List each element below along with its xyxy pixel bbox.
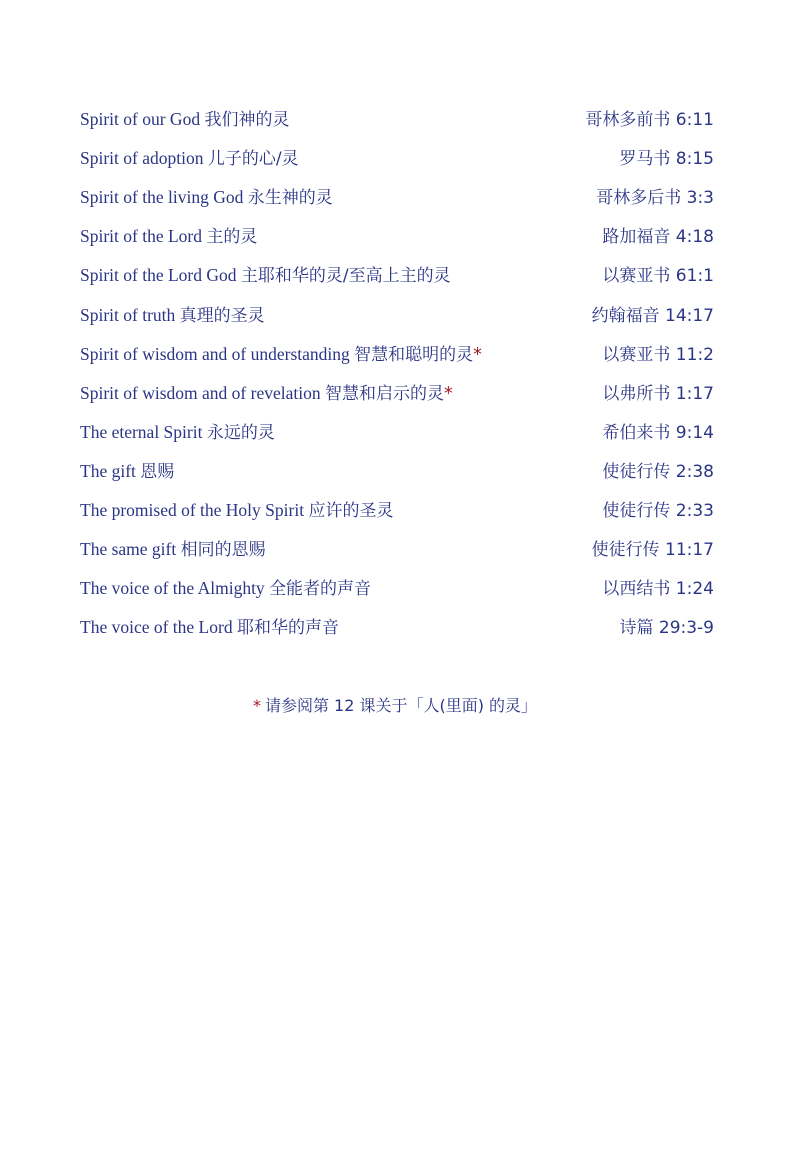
entry-title — [80, 144, 299, 169]
scripture-reference: 路加福音 4:18 — [602, 227, 714, 248]
chinese-name: 全能者的声音 — [269, 579, 372, 600]
list-item — [80, 254, 714, 293]
list-item — [80, 98, 714, 137]
scripture-reference: 以赛亚书 61:1 — [602, 266, 714, 287]
english-name: The promised of the Holy Spirit — [80, 499, 305, 520]
entry-title — [80, 261, 451, 286]
english-name: The same gift — [80, 539, 177, 560]
english-name: Spirit of the Lord God — [80, 265, 237, 286]
scripture-reference: 哥林多后书 3:3 — [596, 188, 714, 209]
chinese-name: 恩赐 — [140, 461, 175, 482]
list-item — [80, 215, 714, 254]
english-name: Spirit of truth — [80, 304, 176, 325]
entry-title — [80, 418, 275, 443]
entry-title — [80, 105, 289, 130]
footnote-marker: * — [252, 696, 261, 715]
english-name: Spirit of wisdom and of revelation — [80, 382, 321, 403]
list-item — [80, 567, 714, 606]
entry-title — [80, 222, 257, 247]
list-item — [80, 176, 714, 215]
english-name: The eternal Spirit — [80, 421, 203, 442]
chinese-name: 真理的圣灵 — [179, 305, 265, 326]
list-item — [80, 450, 714, 489]
chinese-name: 永生神的灵 — [247, 188, 333, 209]
list-item — [80, 333, 714, 372]
entry-title — [80, 183, 333, 208]
entry-title — [80, 535, 266, 560]
entry-title — [80, 379, 453, 404]
chinese-name: 智慧和启示的灵 — [324, 383, 444, 404]
english-name: Spirit of our God — [80, 109, 201, 130]
chinese-name: 耶和华的声音 — [236, 618, 339, 639]
chinese-name: 应许的圣灵 — [308, 500, 394, 521]
entry-title — [80, 574, 371, 599]
chinese-name: 主耶和华的灵/至高上主的灵 — [240, 266, 451, 287]
entry-title — [80, 496, 393, 521]
footnote-marker: * — [443, 383, 453, 404]
scripture-reference: 约翰福音 14:17 — [591, 305, 714, 326]
chinese-name: 主的灵 — [206, 227, 258, 248]
chinese-name: 智慧和聪明的灵 — [354, 344, 474, 365]
scripture-reference: 以弗所书 1:17 — [602, 383, 714, 404]
spirit-names-list — [80, 98, 714, 645]
scripture-reference: 罗马书 8:15 — [619, 149, 714, 170]
list-item — [80, 411, 714, 450]
scripture-reference: 使徒行传 2:38 — [602, 461, 714, 482]
english-name: Spirit of adoption — [80, 148, 204, 169]
chinese-name: 相同的恩赐 — [180, 540, 266, 561]
list-item — [80, 489, 714, 528]
scripture-reference: 以西结书 1:24 — [602, 579, 714, 600]
english-name: The voice of the Lord — [80, 617, 233, 638]
chinese-name: 儿子的心/灵 — [207, 149, 299, 170]
english-name: Spirit of the living God — [80, 187, 244, 208]
chinese-name: 永远的灵 — [206, 422, 275, 443]
entry-title — [80, 301, 265, 326]
english-name: The voice of the Almighty — [80, 578, 265, 599]
list-item — [80, 137, 714, 176]
english-name: Spirit of the Lord — [80, 226, 202, 247]
footnote-marker: * — [473, 344, 482, 365]
entry-title — [80, 457, 174, 482]
entry-title — [80, 340, 482, 365]
scripture-reference: 诗篇 29:3-9 — [619, 618, 714, 639]
entry-title — [80, 613, 339, 638]
footnote — [0, 693, 790, 716]
scripture-reference: 以赛亚书 11:2 — [602, 344, 714, 365]
english-name: Spirit of wisdom and of understanding — [80, 343, 350, 364]
footnote-text: 请参阅第 12 课关于「人(里面) 的灵」 — [264, 696, 538, 715]
scripture-reference: 哥林多前书 6:11 — [585, 110, 714, 131]
scripture-reference: 使徒行传 11:17 — [591, 540, 714, 561]
scripture-reference: 使徒行传 2:33 — [602, 500, 714, 521]
list-item — [80, 293, 714, 332]
list-item — [80, 606, 714, 645]
english-name: The gift — [80, 460, 136, 481]
list-item — [80, 528, 714, 567]
scripture-reference: 希伯来书 9:14 — [602, 422, 714, 443]
chinese-name: 我们神的灵 — [204, 110, 290, 131]
list-item — [80, 372, 714, 411]
